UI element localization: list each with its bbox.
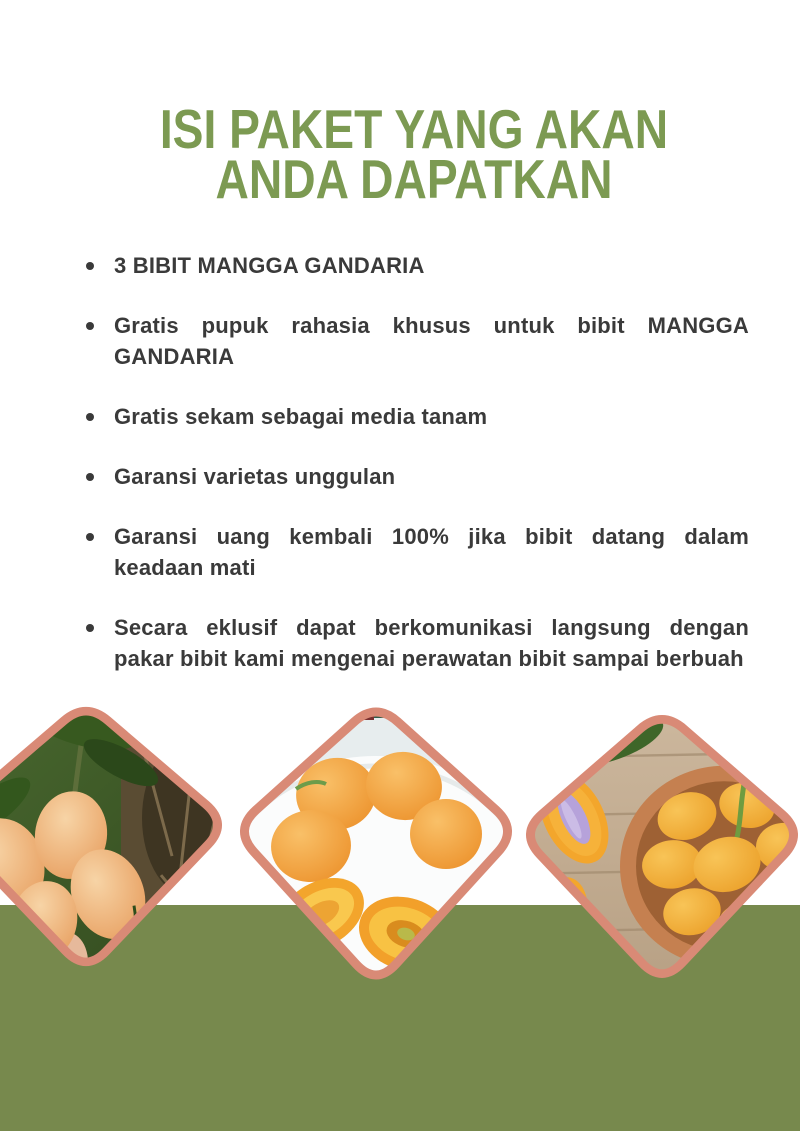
package-list: [78, 250, 749, 703]
list-item-text: Gratis sekam sebagai media tanam: [114, 404, 488, 429]
bullet-icon: [86, 533, 94, 541]
list-item: [78, 612, 749, 674]
photo-mangga-on-tree: [0, 694, 236, 980]
list-item-text: 3 BIBIT MANGGA GANDARIA: [114, 253, 425, 278]
list-item: [78, 461, 749, 492]
list-item: [78, 310, 749, 372]
list-item-text: Gratis pupuk rahasia khusus untuk bibit MANGGA GANDARIA: [114, 313, 749, 369]
bullet-icon: [86, 413, 94, 421]
bullet-icon: [86, 624, 94, 632]
page-title-line2: ANDA DAPATKAN: [215, 148, 613, 210]
list-item-text: Secara eklusif dapat berkomunikasi langsung dengan pakar bibit kami mengenai perawatan bibit sampai berbuah: [114, 615, 749, 671]
bullet-icon: [86, 262, 94, 270]
photo-mangga-in-bowl: [512, 702, 800, 992]
list-item: [78, 250, 749, 281]
page-title: [78, 98, 750, 210]
bullet-icon: [86, 473, 94, 481]
bullet-icon: [86, 322, 94, 330]
list-item: [78, 521, 749, 583]
page-title-line1: ISI PAKET YANG AKAN: [159, 98, 669, 160]
list-item-text: Garansi varietas unggulan: [114, 464, 396, 489]
photo-mangga-on-plate: [226, 694, 526, 994]
list-item: [78, 401, 749, 432]
list-item-text: Garansi uang kembali 100% jika bibit datang dalam keadaan mati: [114, 524, 749, 580]
